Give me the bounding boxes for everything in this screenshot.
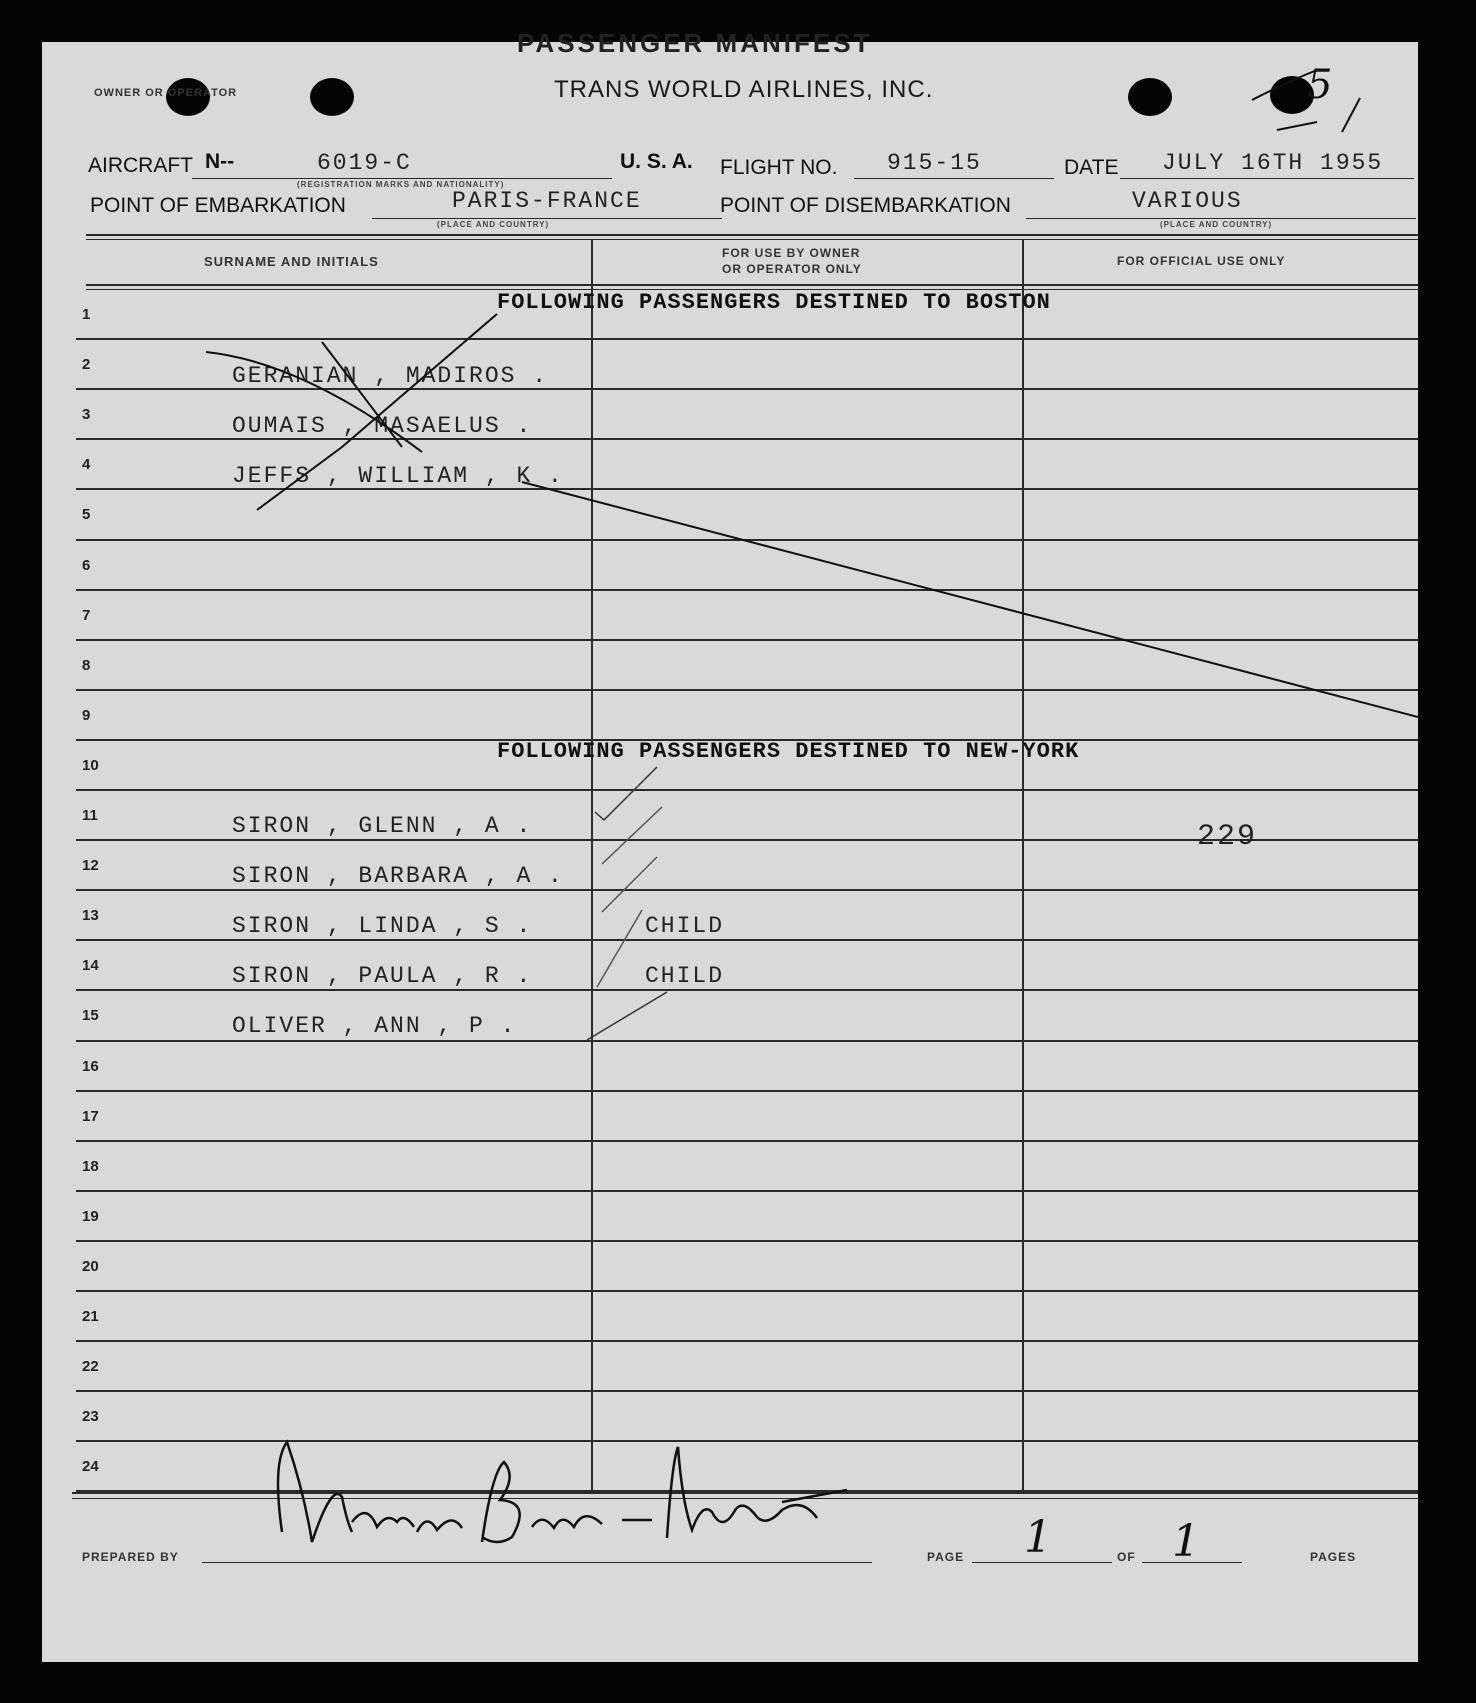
- row-number: 6: [82, 556, 91, 574]
- section-heading-boston: FOLLOWING PASSENGERS DESTINED TO BOSTON: [497, 290, 1051, 315]
- signature-drawing: [278, 1442, 847, 1542]
- row-number: 14: [82, 957, 99, 975]
- row-number: 22: [82, 1358, 99, 1376]
- row-number: 3: [82, 406, 91, 424]
- check-mark: [587, 992, 667, 1040]
- col-header-official: FOR OFFICIAL USE ONLY: [1117, 254, 1286, 268]
- row-number: 18: [82, 1157, 99, 1175]
- row-number: 8: [82, 656, 91, 674]
- aircraft-number: 6019-C: [317, 150, 412, 176]
- row-number: 4: [82, 456, 91, 474]
- flight-no-value: 915-15: [887, 150, 982, 176]
- check-mark: [602, 807, 662, 864]
- row-number: 7: [82, 606, 91, 624]
- embarkation-value: PARIS-FRANCE: [452, 188, 642, 214]
- prepared-by-label: PREPARED BY: [82, 1550, 179, 1564]
- passenger-name: JEFFS , WILLIAM , K .: [232, 463, 564, 489]
- company-name: TRANS WORLD AIRLINES, INC.: [554, 76, 934, 103]
- section-heading-newyork: FOLLOWING PASSENGERS DESTINED TO NEW-YORK: [497, 739, 1080, 764]
- passenger-name: GERANIAN , MADIROS .: [232, 363, 549, 389]
- page-value: 1: [1024, 1512, 1052, 1563]
- owner-operator-label: OWNER OR OPERATOR: [94, 87, 238, 99]
- row-number: 23: [82, 1408, 99, 1426]
- check-mark: [602, 857, 657, 912]
- disembarkation-caption: (PLACE AND COUNTRY): [1160, 220, 1273, 229]
- passenger-note: CHILD: [645, 963, 725, 989]
- date-value: JULY 16TH 1955: [1162, 150, 1384, 176]
- row-number: 12: [82, 857, 99, 875]
- passenger-note: CHILD: [645, 913, 725, 939]
- check-mark: [597, 910, 642, 987]
- nationality: U. S. A.: [620, 150, 693, 173]
- embarkation-caption: (PLACE AND COUNTRY): [437, 220, 550, 229]
- passenger-name: OUMAIS , MASAELUS .: [232, 413, 533, 439]
- official-stamp-number: 229: [1197, 820, 1258, 854]
- row-number: 5: [82, 506, 91, 524]
- disembarkation-value: VARIOUS: [1132, 188, 1243, 214]
- check-mark: [595, 767, 657, 820]
- strikeout-line: [206, 352, 422, 452]
- handwritten-marks: [42, 42, 1418, 1662]
- row-number: 16: [82, 1057, 99, 1075]
- col-header-owner-use-1: FOR USE BY OWNER: [722, 246, 861, 260]
- col-header-name: SURNAME AND INITIALS: [204, 254, 379, 269]
- disembarkation-label: POINT OF DISEMBARKATION: [720, 194, 1011, 217]
- flight-no-label: FLIGHT NO.: [720, 156, 838, 179]
- row-number: 2: [82, 356, 91, 374]
- aircraft-label: AIRCRAFT: [88, 154, 193, 177]
- of-label: OF: [1117, 1550, 1136, 1564]
- date-label: DATE: [1064, 156, 1119, 179]
- embarkation-label: POINT OF EMBARKATION: [90, 194, 346, 217]
- row-number: 20: [82, 1257, 99, 1275]
- row-number: 17: [82, 1107, 99, 1125]
- passenger-name: SIRON , BARBARA , A .: [232, 863, 564, 889]
- row-number: 21: [82, 1308, 99, 1325]
- row-number: 11: [82, 807, 98, 824]
- passenger-name: SIRON , LINDA , S .: [232, 913, 533, 939]
- col-header-owner-use-2: OR OPERATOR ONLY: [722, 262, 862, 276]
- aircraft-prefix: N--: [205, 150, 235, 173]
- row-number: 19: [82, 1207, 99, 1225]
- of-value: 1: [1172, 1516, 1200, 1567]
- passenger-name: SIRON , PAULA , R .: [232, 963, 533, 989]
- passenger-name: SIRON , GLENN , A .: [232, 813, 533, 839]
- page-label: PAGE: [927, 1550, 965, 1564]
- passenger-name: OLIVER , ANN , P .: [232, 1013, 517, 1039]
- row-number: 24: [82, 1458, 99, 1476]
- strikeout-line: [522, 482, 1418, 717]
- row-number: 10: [82, 756, 99, 774]
- row-number: 1: [82, 306, 91, 323]
- registration-caption: (REGISTRATION MARKS AND NATIONALITY): [297, 180, 505, 189]
- row-number: 15: [82, 1007, 99, 1025]
- manifest-sheet: [42, 28, 1418, 1662]
- row-number: 9: [82, 706, 91, 724]
- handwritten-corner-mark: 5: [1307, 62, 1333, 108]
- pages-label: PAGES: [1310, 1550, 1357, 1564]
- title-partial: PASSENGER MANIFEST: [517, 28, 873, 58]
- strikeout-line: [257, 314, 497, 510]
- row-number: 13: [82, 907, 99, 925]
